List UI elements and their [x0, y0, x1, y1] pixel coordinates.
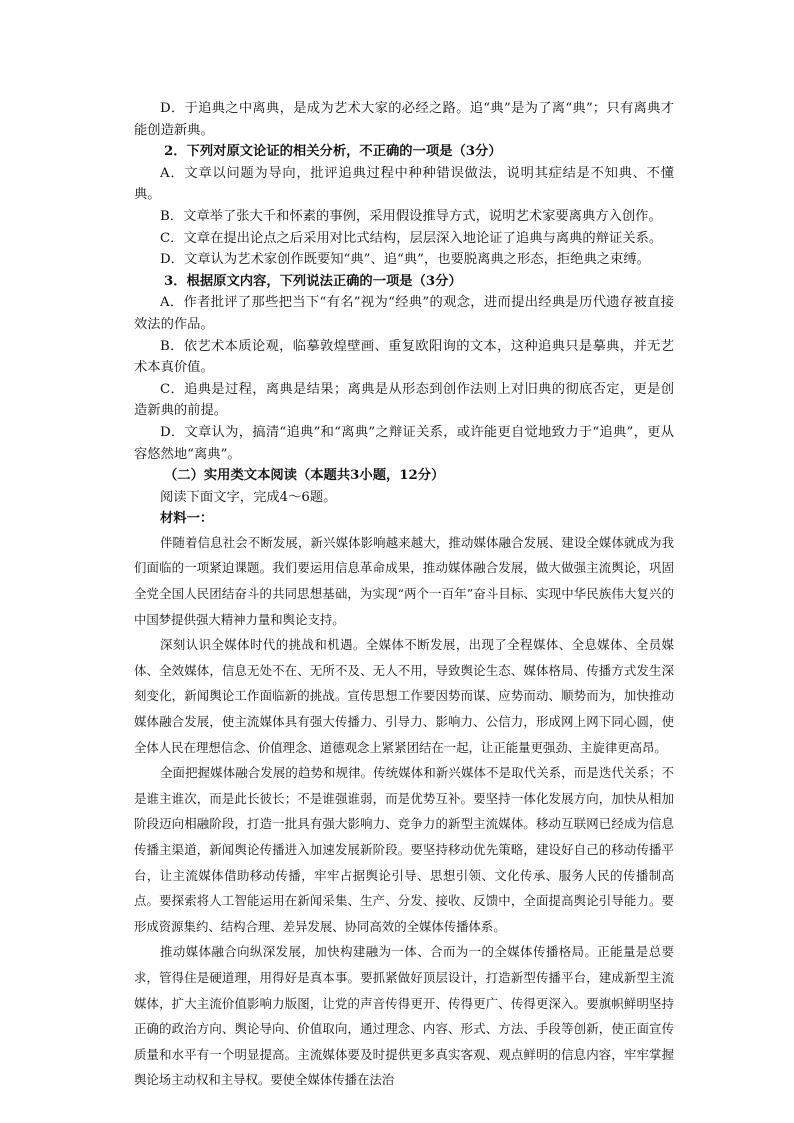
material-paragraph: 深刻认识全媒体时代的挑战和机遇。全媒体不断发展，出现了全程媒体、全息媒体、全员媒体、全效媒体，信息无处不在、无所不及、无人不用，导致舆论生态、媒体格局、传播方式发生深刻变化，新闻舆论工作面临新的挑战。宣传思想工作要因势而谋、应势而动、顺势而为，加快推动媒体融合发展，使主流媒体具有强大传播力、引导力、影响力、公信力，形成网上网下同心圆，使全体人民在理想信念、价值理念、道德观念上紧紧团结在一起，让正能量更强劲、主旋律更高昂。 [134, 637, 674, 755]
material-paragraph: 推动媒体融合向纵深发展，加快构建融为一体、合而为一的全媒体传播格局。正能量是总要求，管得住是硬道理，用得好是真本事。要抓紧做好顶层设计，打造新型传播平台，建成新型主流媒体，扩大主流价值影响力版图，让党的声音传得更开、传得更广、传得更深入。要旗帜鲜明坚持正确的政治方向、舆论导向、价值取向，通过理念、内容、形式、方法、手段等创新，使正面宣传质量和水平有一个明显提高。主流媒体要及时提供更多真实客观、观点鲜明的信息内容，牢牢掌握舆论场主动权和主导权。要使全媒体传播在法治 [134, 944, 674, 1088]
material-paragraph: 全面把握媒体融合发展的趋势和规律。传统媒体和新兴媒体不是取代关系，而是迭代关系；不是谁主谁次，而是此长彼长；不是谁强谁弱，而是优势互补。要坚持一体化发展方向，加快从相加阶段迈向相融阶段，打造一批具有强大影响力、竞争力的新型主流媒体。移动互联网已经成为信息传播主渠道，新闻舆论传播进入加速发展新阶段。要坚持移动优先策略，建设好自己的移动传播平台，让主流媒体借助移动传播，牢牢占据舆论引导、思想引领、文化传承、服务人民的传播制高点。要探索将人工智能运用在新闻采集、生产、分发、接收、反馈中，全面提高舆论引导能力。要形成资源集约、结构合理、差异发展、协同高效的全媒体传播体系。 [134, 765, 674, 934]
material-paragraph: 伴随着信息社会不断发展，新兴媒体影响越来越大，推动媒体融合发展、建设全媒体就成为我们面临的一项紧迫课题。我们要运用信息革命成果，推动媒体融合发展，做大做强主流舆论，巩固全党全国人民团结奋斗的共同思想基础，为实现“两个一百年”奋斗目标、实现中华民族伟大复兴的中国梦提供强大精神力量和舆论支持。 [134, 534, 674, 627]
q2-option-a: A．文章以问题为导向，批评追典过程中种种错误做法，说明其症结是不知典、不懂典。 [134, 165, 674, 203]
exam-page [134, 98, 674, 1093]
q2-stem: 2．下列对原文论证的相关分析，不正确的一项是（3分） [164, 144, 502, 160]
section-heading: （二）实用类文本阅读（本题共3小题，12分） [164, 468, 445, 484]
q1-option-d: D．于追典之中离典，是成为艺术大家的必经之路。追“典”是为了离“典”；只有离典才能创造新典。 [134, 101, 674, 138]
q3-option-d: D．文章认为，搞清“追典”和“离典”之辩证关系，或许能更自觉地致力于“追典”，更从容悠然地“离典”。 [134, 424, 674, 462]
q2-option-b: B．文章举了张大千和怀素的事例，采用假设推导方式，说明艺术家要离典方入创作。 [160, 208, 662, 224]
q3-option-a: A．作者批评了那些把当下“有名”视为“经典”的观念，进而提出经典是历代遗存被直接效法的作品。 [134, 295, 674, 332]
q2-option-d: D．文章认为艺术家创作既要知“典”、追“典”，也要脱离典之形态，拒绝典之束缚。 [160, 252, 650, 268]
material-label: 材料一： [160, 511, 214, 527]
q3-stem: 3．根据原文内容，下列说法正确的一项是（3分） [164, 273, 462, 289]
section-instruction: 阅读下面文字，完成4～6题。 [160, 489, 337, 505]
q2-option-c: C．文章在提出论点之后采用对比式结构，层层深入地论证了追典与离典的辩证关系。 [160, 230, 663, 246]
q3-option-b: B．依艺术本质论观，临摹敦煌壁画、重复欧阳询的文本，这种追典只是摹典，并无艺术本真价值。 [134, 338, 674, 376]
q3-option-c: C．追典是过程，离典是结果；离典是从形态到创作法则上对旧典的彻底否定，更是创造新典的前提。 [134, 381, 674, 419]
